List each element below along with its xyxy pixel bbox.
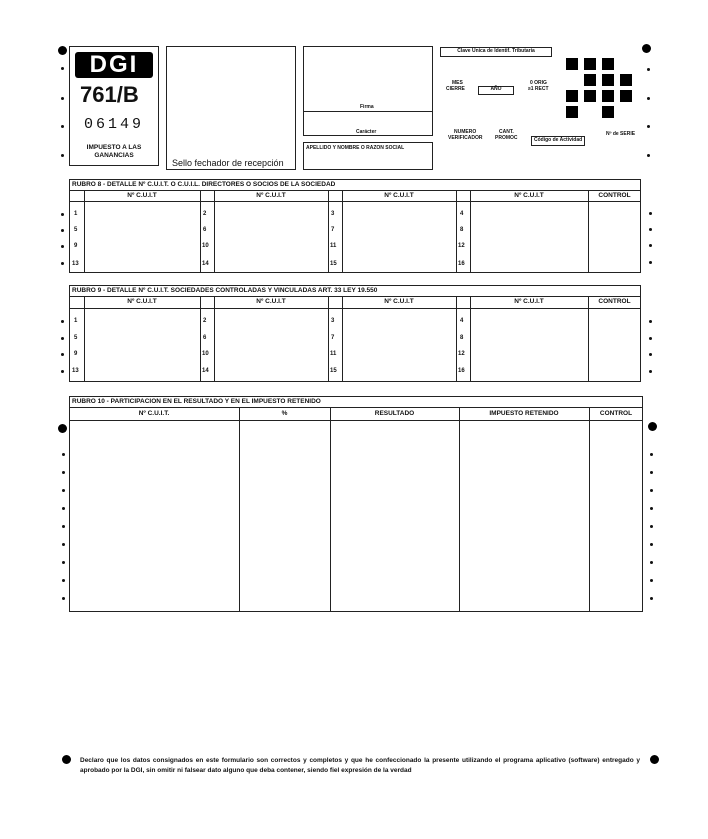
margin-dot: [650, 507, 653, 510]
code-square: [584, 90, 596, 102]
cant-label: CANT.: [499, 129, 514, 135]
rubro8-row-number: 16: [458, 261, 465, 267]
caracter-label: Carácter: [356, 129, 377, 135]
rubro9-row-number: 5: [74, 335, 78, 341]
rubro9-col-header: Nº C.U.I.T: [127, 298, 157, 305]
rubro8-col-header: Nº C.U.I.T: [127, 192, 157, 199]
rubro10-section: [69, 396, 643, 612]
margin-dot: [61, 370, 64, 373]
rubro9-divider: [470, 296, 471, 382]
rubro8-row-number: 4: [460, 211, 464, 217]
rubro9-control-header: CONTROL: [598, 298, 631, 305]
rubro9-col-header: Nº C.U.I.T: [514, 298, 544, 305]
code-square: [620, 90, 632, 102]
rubro10-col-resultado: RESULTADO: [374, 410, 415, 417]
margin-dot: [61, 337, 64, 340]
rubro9-row-number: 6: [203, 335, 207, 341]
code-square: [602, 90, 614, 102]
signature-divider: [303, 111, 433, 112]
registration-dot: [58, 424, 67, 433]
rubro8-divider: [588, 190, 589, 273]
rubro9-row-number: 8: [460, 335, 464, 341]
rubro8-row-number: 3: [331, 211, 335, 217]
margin-dot: [649, 261, 652, 264]
rubro8-divider: [456, 190, 457, 273]
rubro10-divider: [589, 407, 590, 612]
cierre-label: CIERRE: [446, 86, 465, 92]
margin-dot: [62, 507, 65, 510]
rubro9-divider: [214, 296, 215, 382]
margin-dot: [62, 561, 65, 564]
margin-dot: [650, 579, 653, 582]
rubro8-row-number: 1: [74, 211, 78, 217]
rubro8-divider: [214, 190, 215, 273]
rubro10-col-percent: %: [281, 410, 288, 417]
stamp-label: Sello fechador de recepción: [172, 158, 284, 168]
rubro9-divider: [84, 296, 85, 382]
rubro9-divider: [456, 296, 457, 382]
rubro8-divider: [84, 190, 85, 273]
rubro8-row-number: 5: [74, 227, 78, 233]
rect-label: ≥1 RECT: [528, 86, 549, 92]
rubro8-divider: [470, 190, 471, 273]
rubro9-row-number: 16: [458, 368, 465, 374]
margin-dot: [649, 337, 652, 340]
margin-dot: [61, 125, 64, 128]
margin-dot: [650, 489, 653, 492]
margin-dot: [647, 125, 650, 128]
margin-dot: [62, 597, 65, 600]
margin-dot: [647, 97, 650, 100]
margin-dot: [650, 597, 653, 600]
rubro10-col-control: CONTROL: [599, 410, 633, 417]
margin-dot: [62, 453, 65, 456]
rubro9-row-number: 1: [74, 318, 78, 324]
code-square: [602, 74, 614, 86]
rubro10-col-cuit: Nº C.U.I.T.: [138, 410, 170, 417]
rubro10-header-line: [69, 420, 643, 421]
rubro10-title: RUBRO 10 - PARTICIPACION EN EL RESULTADO Y EN EL IMPUESTO RETENIDO: [72, 398, 321, 405]
margin-dot: [62, 525, 65, 528]
margin-dot: [61, 245, 64, 248]
code-square: [602, 58, 614, 70]
serial-number: 06149: [84, 116, 145, 133]
margin-dot: [650, 561, 653, 564]
cuit-label: Clave Única de Identif. Tributaria: [440, 47, 552, 57]
rubro9-row-number: 2: [203, 318, 207, 324]
rubro8-row-number: 14: [202, 261, 209, 267]
rubro9-col-header: Nº C.U.I.T: [384, 298, 414, 305]
rubro8-row-number: 6: [203, 227, 207, 233]
rubro10-divider: [459, 407, 460, 612]
anio-label: AÑO: [478, 86, 514, 95]
rubro8-col-header: Nº C.U.I.T: [256, 192, 286, 199]
margin-dot: [650, 543, 653, 546]
margin-dot: [61, 353, 64, 356]
rubro9-row-number: 10: [202, 351, 209, 357]
rubro9-row-number: 12: [458, 351, 465, 357]
rubro9-row-number: 13: [72, 368, 79, 374]
rubro9-header-line: [69, 308, 641, 309]
margin-dot: [650, 453, 653, 456]
registration-dot: [58, 46, 67, 55]
code-square: [584, 58, 596, 70]
code-square: [566, 90, 578, 102]
rubro8-divider: [328, 190, 329, 273]
margin-dot: [62, 579, 65, 582]
registration-dot: [642, 44, 651, 53]
mes-label: MES: [452, 80, 463, 86]
registration-dot: [650, 755, 659, 764]
margin-dot: [61, 213, 64, 216]
code-square: [566, 58, 578, 70]
margin-dot: [647, 68, 650, 71]
rubro9-title-line: [69, 296, 641, 297]
margin-dot: [62, 471, 65, 474]
rubro8-title-line: [69, 190, 641, 191]
verificador-label: VERIFICADOR: [448, 135, 483, 141]
numero-label: NUMERO: [454, 129, 477, 135]
rubro9-divider: [588, 296, 589, 382]
rubro9-row-number: 9: [74, 351, 78, 357]
rubro10-col-impuesto: IMPUESTO RETENIDO: [489, 410, 559, 417]
rubro9-row-number: 4: [460, 318, 464, 324]
rubro8-col-header: Nº C.U.I.T: [514, 192, 544, 199]
signature-box[interactable]: [303, 46, 433, 136]
rubro8-title: RUBRO 8 - DETALLE Nº C.U.I.T. O C.U.I.L. DIRECTORES O SOCIOS DE LA SOCIEDAD: [72, 181, 336, 188]
rubro8-control-header: CONTROL: [598, 192, 631, 199]
margin-dot: [649, 212, 652, 215]
margin-dot: [61, 67, 64, 70]
rubro8-col-header: Nº C.U.I.T: [384, 192, 414, 199]
rubro10-divider: [330, 407, 331, 612]
margin-dot: [61, 229, 64, 232]
rubro8-row-number: 13: [72, 261, 79, 267]
code-square: [620, 74, 632, 86]
rubro9-row-number: 11: [330, 351, 337, 357]
rubro9-row-number: 3: [331, 318, 335, 324]
rubro10-divider: [239, 407, 240, 612]
margin-dot: [61, 262, 64, 265]
margin-dot: [650, 471, 653, 474]
rubro9-divider: [200, 296, 201, 382]
reception-stamp-box: [166, 46, 296, 170]
margin-dot: [61, 320, 64, 323]
rubro8-row-number: 9: [74, 243, 78, 249]
rubro10-title-line: [69, 407, 643, 408]
dgi-logo: DGI: [75, 52, 153, 78]
promoc-label: PROMOC: [495, 135, 518, 141]
rubro9-divider: [328, 296, 329, 382]
margin-dot: [650, 525, 653, 528]
rubro9-row-number: 15: [330, 368, 337, 374]
margin-dot: [649, 370, 652, 373]
rubro8-row-number: 12: [458, 243, 465, 249]
margin-dot: [61, 154, 64, 157]
rubro9-row-number: 7: [331, 335, 335, 341]
margin-dot: [649, 244, 652, 247]
rubro9-divider: [342, 296, 343, 382]
rubro9-row-number: 14: [202, 368, 209, 374]
firma-label: Firma: [360, 104, 374, 110]
rubro9-col-header: Nº C.U.I.T: [256, 298, 286, 305]
margin-dot: [649, 228, 652, 231]
margin-dot: [649, 353, 652, 356]
margin-dot: [62, 489, 65, 492]
rubro8-divider: [342, 190, 343, 273]
code-square: [602, 106, 614, 118]
rubro8-divider: [200, 190, 201, 273]
serie-label: Nº de SERIE: [606, 131, 636, 137]
rubro8-row-number: 15: [330, 261, 337, 267]
margin-dot: [647, 154, 650, 157]
code-square: [566, 106, 578, 118]
orig-label: 0 ORIG: [530, 80, 547, 86]
form-number: 761/B: [80, 82, 139, 107]
rubro8-row-number: 7: [331, 227, 335, 233]
rubro8-header-line: [69, 201, 641, 202]
margin-dot: [62, 543, 65, 546]
tax-title: IMPUESTO A LAS GANANCIAS: [86, 144, 142, 159]
code-square: [584, 74, 596, 86]
name-label: APELLIDO Y NOMBRE O RAZON SOCIAL: [306, 145, 405, 151]
rubro8-row-number: 8: [460, 227, 464, 233]
margin-dot: [649, 320, 652, 323]
rubro9-title: RUBRO 9 - DETALLE Nº C.U.I.T. SOCIEDADES CONTROLADAS Y VINCULADAS ART. 33 LEY 19.550: [72, 287, 378, 294]
rubro8-row-number: 2: [203, 211, 207, 217]
rubro8-row-number: 11: [330, 243, 337, 249]
actividad-label: Código de Actividad: [531, 136, 585, 146]
rubro8-row-number: 10: [202, 243, 209, 249]
registration-dot: [648, 422, 657, 431]
registration-dot: [62, 755, 71, 764]
declaration-text: Declaro que los datos consignados en este formulario son correctos y completos y que he confeccionado la presente utilizando el programa aplicativo (software) entregado y aprobado por la DGI, sin omitir ni falsear dato alguno que deba contener, siendo fiel expresión de la verdad: [80, 757, 640, 775]
margin-dot: [61, 97, 64, 100]
